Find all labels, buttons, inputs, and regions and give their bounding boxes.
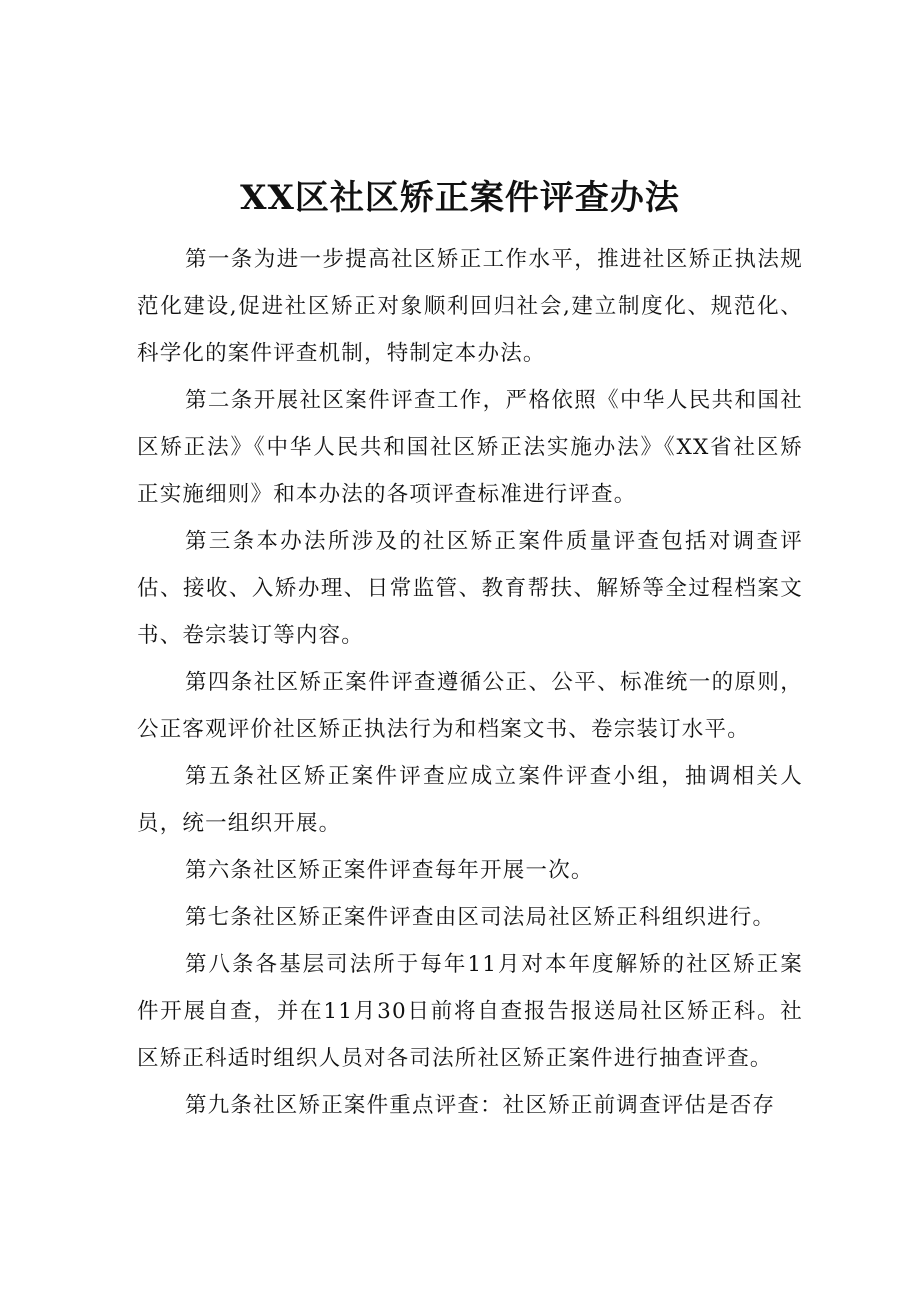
article-8-paragraph: 第八条各基层司法所于每年11月对本年度解矫的社区矫正案件开展自查，并在11月30日前将自查报告报送局社区矫正科。社区矫正科适时组织人员对各司法所社区矫正案件进行抽查评查。 — [137, 952, 803, 1071]
document-body — [137, 236, 803, 1129]
article-3-paragraph: 第三条本办法所涉及的社区矫正案件质量评查包括对调查评估、接收、入矫办理、日常监管、教育帮扶、解矫等全过程档案文书、卷宗装订等内容。 — [137, 529, 803, 648]
article-4-paragraph: 第四条社区矫正案件评查遵循公正、公平、标准统一的原则，公正客观评价社区矫正执法行为和档案文书、卷宗装订水平。 — [137, 670, 803, 742]
article-9-paragraph: 第九条社区矫正案件重点评查：社区矫正前调查评估是否存 — [185, 1093, 776, 1118]
article-5-paragraph: 第五条社区矫正案件评查应成立案件评查小组，抽调相关人员，统一组织开展。 — [137, 764, 803, 836]
article-7-paragraph: 第七条社区矫正案件评查由区司法局社区矫正科组织进行。 — [185, 905, 776, 930]
article-1-paragraph: 第一条为进一步提高社区矫正工作水平，推进社区矫正执法规范化建设,促进社区矫正对象顺利回归社会,建立制度化、规范化、科学化的案件评查机制，特制定本办法。 — [137, 247, 803, 366]
document-title: XX区社区矫正案件评查办法 — [240, 178, 680, 218]
article-2-paragraph: 第二条开展社区案件评查工作，严格依照《中华人民共和国社区矫正法》《中华人民共和国社区矫正法实施办法》《XX省社区矫正实施细则》和本办法的各项评查标准进行评查。 — [137, 388, 803, 507]
article-6-paragraph: 第六条社区矫正案件评查每年开展一次。 — [185, 858, 594, 883]
